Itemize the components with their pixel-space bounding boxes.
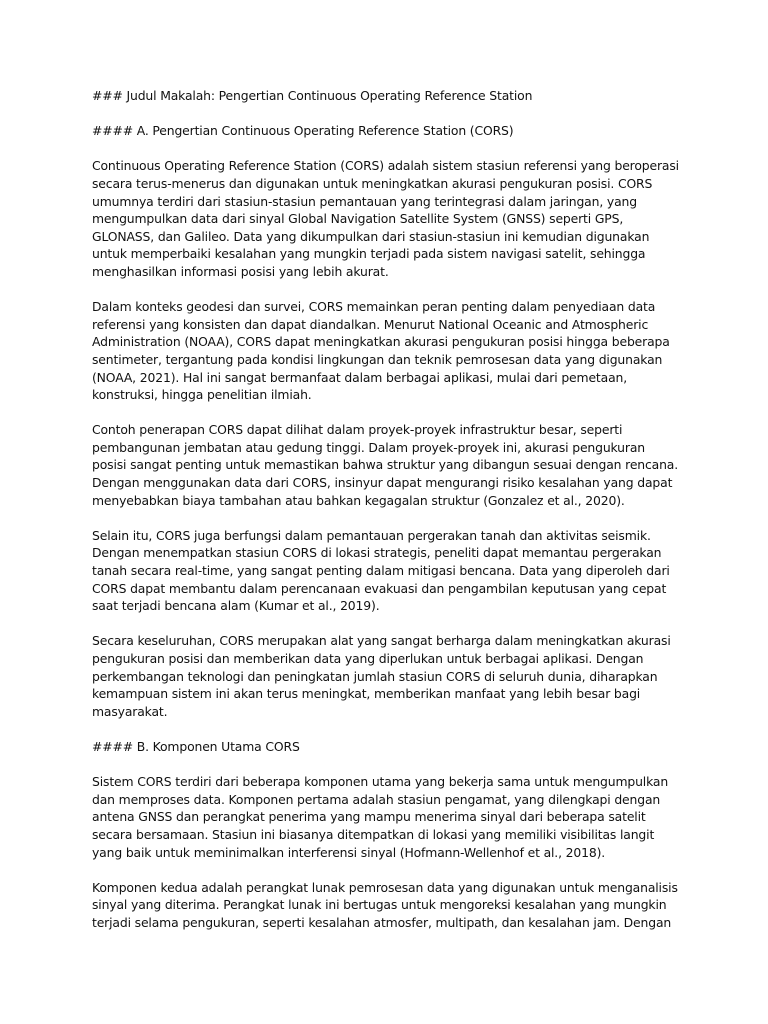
section-a-paragraph-3: Contoh penerapan CORS dapat dilihat dalam proyek-proyek infrastruktur besar, seperti pembangunan jembatan atau gedung tinggi. Dalam proyek-proyek ini, akurasi pengukuran posisi sangat penting untuk memastikan bahwa struktur yang dibangun sesuai dengan rencana. Dengan menggunakan data dari CORS, insinyur dapat mengurangi risiko kesalahan yang dapat menyebabkan biaya tambahan atau bahkan kegagalan struktur (Gonzalez et al., 2020). <box>92 422 679 508</box>
section-a-paragraph-2: Dalam konteks geodesi dan survei, CORS memainkan peran penting dalam penyediaan data referensi yang konsisten dan dapat diandalkan. Menurut National Oceanic and Atmospheric Administration (NOAA), CORS dapat meningkatkan akurasi pengukuran posisi hingga beberapa sentimeter, tergantung pada kondisi lingkungan dan teknik pemrosesan data yang digunakan (NOAA, 2021). Hal ini sangat bermanfaat dalam berbagai aplikasi, mulai dari pemetaan, konstruksi, hingga penelitian ilmiah. <box>92 299 670 403</box>
section-a-heading: #### A. Pengertian Continuous Operating Reference Station (CORS) <box>92 123 514 139</box>
section-b-paragraph-1: Sistem CORS terdiri dari beberapa komponen utama yang bekerja sama untuk mengumpulkan dan memproses data. Komponen pertama adalah stasiun pengamat, yang dilengkapi dengan antena GNSS dan perangkat penerima yang mampu menerima sinyal dari beberapa satelit secara bersamaan. Stasiun ini biasanya ditempatkan di lokasi yang memiliki visibilitas langit yang baik untuk meminimalkan interferensi sinyal (Hofmann-Wellenhof et al., 2018). <box>92 774 669 860</box>
section-b-heading: #### B. Komponen Utama CORS <box>92 738 300 754</box>
section-a-paragraph-4: Selain itu, CORS juga berfungsi dalam pemantauan pergerakan tanah dan aktivitas seismik. Dengan menempatkan stasiun CORS di lokasi strategis, peneliti dapat memantau pergerakan tanah secara real-time, yang sangat penting dalam mitigasi bencana. Data yang diperoleh dari CORS dapat membantu dalam perencanaan evakuasi dan pengambilan keputusan yang cepat saat terjadi bencana alam (Kumar et al., 2019). <box>92 527 670 614</box>
document-title: ### Judul Makalah: Pengertian Continuous Operating Reference Station <box>92 88 533 103</box>
section-a-paragraph-1: Continuous Operating Reference Station (CORS) adalah sistem stasiun referensi yang beroperasi secara terus-menerus dan digunakan untuk meningkatkan akurasi pengukuran posisi. CORS umumnya terdiri dari stasiun-stasiun pemantauan yang terintegrasi dalam jaringan, yang mengumpulkan data dari sinyal Global Navigation Satellite System (GNSS) seperti GPS, GLONASS, dan Galileo. Data yang dikumpulkan dari stasiun-stasiun ini kemudian digunakan untuk memperbaiki kesalahan yang mungkin terjadi pada sistem navigasi satelit, sehingga menghasilkan informasi posisi yang lebih akurat. <box>92 158 679 279</box>
section-b-paragraph-2: Komponen kedua adalah perangkat lunak pemrosesan data yang digunakan untuk menganalisis sinyal yang diterima. Perangkat lunak ini bertugas untuk mengoreksi kesalahan yang mungkin terjadi selama pengukuran, seperti kesalahan atmosfer, multipath, dan kesalahan jam. Dengan <box>92 879 678 930</box>
section-a-paragraph-5: Secara keseluruhan, CORS merupakan alat yang sangat berharga dalam meningkatkan akurasi pengukuran posisi dan memberikan data yang diperlukan untuk berbagai aplikasi. Dengan perkembangan teknologi dan peningkatan jumlah stasiun CORS di seluruh dunia, diharapkan kemampuan sistem ini akan terus meningkat, memberikan manfaat yang lebih besar bagi masyarakat. <box>92 633 671 719</box>
